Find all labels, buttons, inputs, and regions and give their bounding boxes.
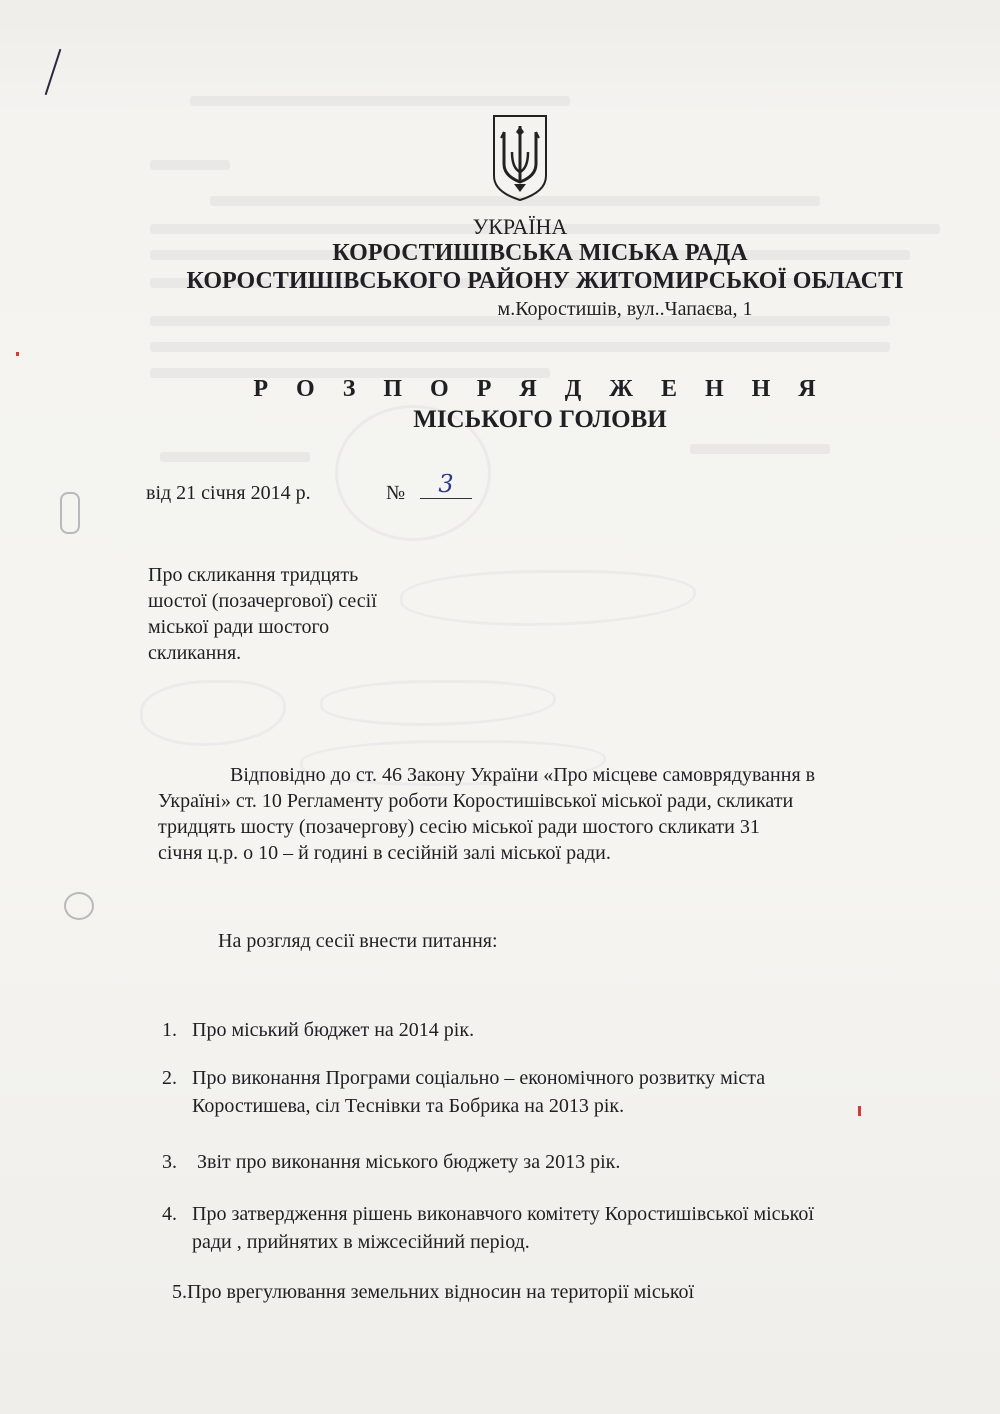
- document-subject: [148, 562, 428, 666]
- subject-line: Про скликання тридцять: [148, 564, 359, 586]
- bleed-through-scrawl: [140, 680, 286, 746]
- agenda-item-number: 2.: [162, 1067, 177, 1089]
- bleed-through-mark: [150, 342, 890, 352]
- country-heading: УКРАЇНА: [472, 214, 568, 239]
- agenda-item-text: Про виконання Програми соціально – економічного розвитку міста: [192, 1067, 766, 1089]
- document-date: від 21 січня 2014 р.: [146, 482, 311, 504]
- agenda-item-text: Звіт про виконання міського бюджету за 2013 рік.: [192, 1151, 621, 1173]
- body-line: Україні» ст. 10 Регламенту роботи Коростишівської міської ради, скликати: [158, 790, 794, 812]
- red-mark: [858, 1106, 861, 1116]
- trident-icon: [490, 112, 550, 202]
- agenda-item-text: Про затвердження рішень виконавчого комітету Коростишівської міської: [192, 1203, 814, 1225]
- agenda-item-text-cont: Коростишева, сіл Теснівки та Бобрика на 2013 рік.: [192, 1095, 625, 1117]
- bleed-through-scrawl: [400, 570, 696, 626]
- agenda-intro: На розгляд сесії внести питання:: [218, 930, 498, 952]
- agenda-item-text-cont: ради , прийнятих в міжсесійний період.: [192, 1231, 530, 1253]
- body-line: січня ц.р. о 10 – й годині в сесійній залі міської ради.: [158, 842, 611, 864]
- punch-hole: [60, 492, 80, 534]
- agenda-item-number: 1.: [162, 1019, 177, 1041]
- subject-line: скликання.: [148, 642, 242, 664]
- body-line: Відповідно до ст. 46 Закону України «Про місцеве самоврядування в: [230, 764, 816, 786]
- red-mark: [16, 352, 19, 356]
- subject-line: шостої (позачергової) сесії: [148, 590, 377, 612]
- bleed-through-mark: [690, 444, 830, 454]
- document-number: 3: [420, 470, 472, 499]
- agenda-item: [172, 1278, 694, 1306]
- agenda-item: [162, 1016, 474, 1044]
- council-address: м.Коростишів, вул..Чапаєва, 1: [497, 298, 753, 320]
- agenda-item-number: 3.: [162, 1151, 177, 1173]
- district-heading: КОРОСТИШІВСЬКОГО РАЙОНУ ЖИТОМИРСЬКОЇ ОБЛАСТІ: [186, 268, 904, 294]
- agenda-item-text: Про міський бюджет на 2014 рік.: [192, 1019, 475, 1041]
- punch-hole: [64, 892, 94, 920]
- agenda-item-number: 4.: [162, 1203, 177, 1225]
- bleed-through-mark: [150, 160, 230, 170]
- bleed-through-mark: [160, 452, 310, 462]
- document-subtitle: МІСЬКОГО ГОЛОВИ: [413, 406, 667, 433]
- body-paragraph: [158, 762, 948, 866]
- agenda-item-text: Про врегулювання земельних відносин на території міської: [187, 1281, 695, 1303]
- bleed-through-scrawl: [320, 680, 556, 726]
- body-line: тридцять шосту (позачергову) сесію міської ради шостого скликати 31: [158, 816, 760, 838]
- document-title: Р О З П О Р Я Д Ж Е Н Н Я: [253, 376, 827, 402]
- agenda-item: [162, 1148, 620, 1176]
- number-sign: №: [386, 482, 406, 504]
- pen-stroke: [45, 49, 62, 95]
- subject-line: міської ради шостого: [148, 616, 330, 638]
- agenda-item-number: 5.: [172, 1281, 187, 1303]
- bleed-through-mark: [190, 96, 570, 106]
- council-heading: КОРОСТИШІВСЬКА МІСЬКА РАДА: [332, 240, 748, 266]
- agenda-item: [162, 1064, 765, 1120]
- agenda-item: [162, 1200, 814, 1256]
